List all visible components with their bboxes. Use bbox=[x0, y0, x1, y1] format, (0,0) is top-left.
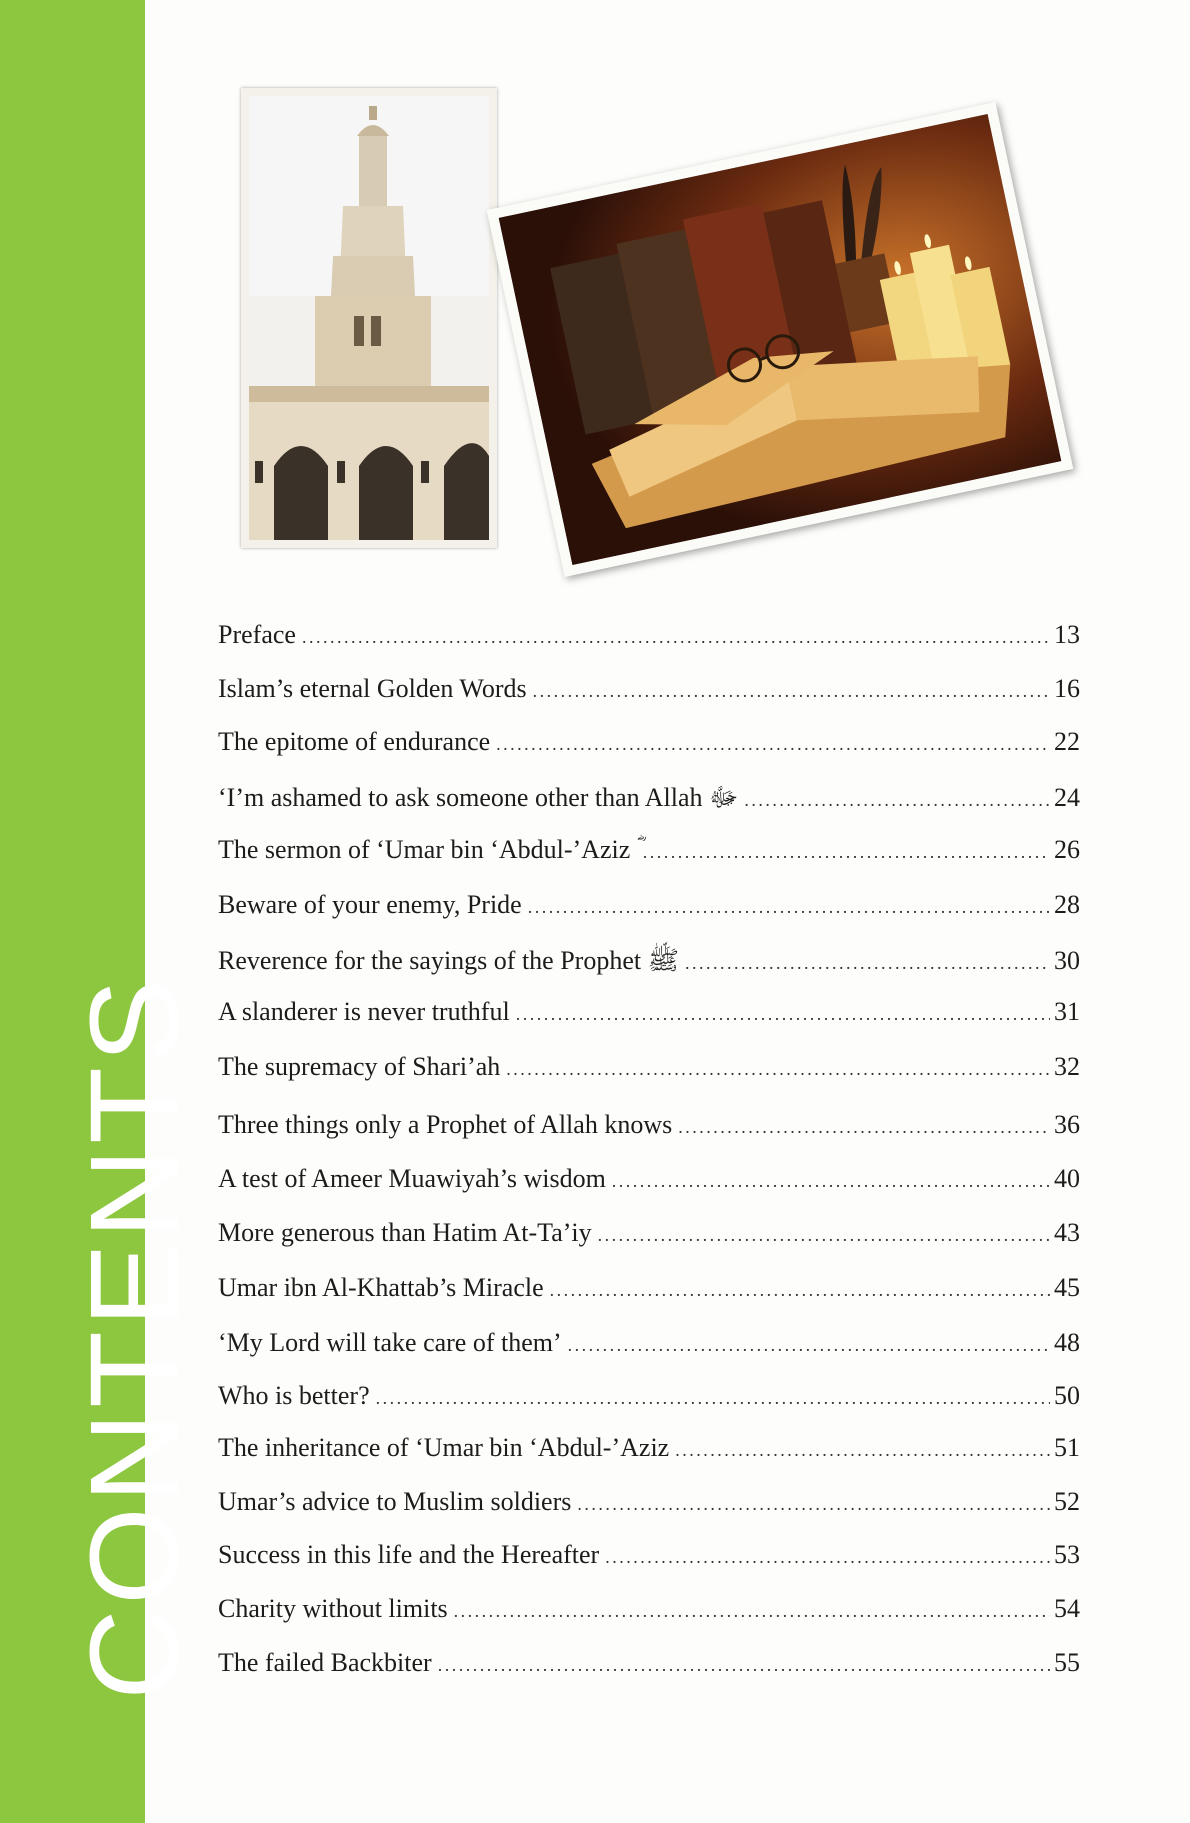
toc-entry-page-number: 36 bbox=[1054, 1110, 1080, 1139]
toc-entry-title: Beware of your enemy, Pride bbox=[218, 890, 522, 919]
toc-entry-title: Reverence for the sayings of the Prophet ﷺ bbox=[218, 946, 680, 975]
toc-entry-title: Islam’s eternal Golden Words bbox=[218, 674, 527, 703]
toc-entry-title: Preface bbox=[218, 620, 296, 649]
toc-entry bbox=[218, 835, 1080, 869]
dot-leader bbox=[438, 1655, 1050, 1676]
toc-entry-page-number: 54 bbox=[1054, 1594, 1080, 1623]
toc-entry-title: The epitome of endurance bbox=[218, 727, 491, 756]
toc-entry-page-number: 31 bbox=[1054, 997, 1080, 1026]
dot-leader bbox=[496, 734, 1050, 755]
dot-leader bbox=[744, 790, 1050, 811]
toc-entry-title: The inheritance of ‘Umar bin ‘Abdul-’Aziz bbox=[218, 1433, 670, 1462]
toc-entry-page-number: 43 bbox=[1054, 1218, 1080, 1247]
dot-leader bbox=[302, 627, 1050, 648]
books-candles-image bbox=[499, 114, 1062, 565]
minaret-image bbox=[249, 96, 489, 540]
books-candles-photo bbox=[487, 102, 1074, 577]
toc-entry-title: Charity without limits bbox=[218, 1594, 448, 1623]
toc-entry-title: Umar’s advice to Muslim soldiers bbox=[218, 1487, 572, 1516]
toc-entry-page-number: 30 bbox=[1054, 946, 1080, 975]
toc-entry-title: ‘I’m ashamed to ask someone other than Allah ﷻ bbox=[218, 783, 739, 812]
dot-leader bbox=[506, 1059, 1050, 1080]
dot-leader bbox=[678, 1117, 1050, 1138]
dot-leader bbox=[598, 1225, 1050, 1246]
toc-entry bbox=[218, 1164, 1080, 1198]
dot-leader bbox=[528, 897, 1050, 918]
dot-leader bbox=[685, 953, 1050, 974]
dot-leader bbox=[612, 1171, 1050, 1192]
dot-leader bbox=[568, 1335, 1050, 1356]
dot-leader bbox=[643, 842, 1050, 863]
toc-entry bbox=[218, 1052, 1080, 1086]
toc-entry-title: Success in this life and the Hereafter bbox=[218, 1540, 600, 1569]
toc-entry bbox=[218, 1648, 1080, 1682]
toc-entry bbox=[218, 890, 1080, 924]
toc-entry-page-number: 32 bbox=[1054, 1052, 1080, 1081]
dot-leader bbox=[577, 1494, 1050, 1515]
dot-leader bbox=[516, 1004, 1050, 1025]
toc-entry-page-number: 51 bbox=[1054, 1433, 1080, 1462]
toc-entry-page-number: 13 bbox=[1054, 620, 1080, 649]
dot-leader bbox=[454, 1601, 1050, 1622]
toc-entry-title: The supremacy of Shari’ah bbox=[218, 1052, 501, 1081]
toc-entry-page-number: 26 bbox=[1054, 835, 1080, 864]
toc-entry-title: The failed Backbiter bbox=[218, 1648, 432, 1677]
toc-entry-page-number: 52 bbox=[1054, 1487, 1080, 1516]
dot-leader bbox=[605, 1547, 1050, 1568]
toc-entry bbox=[218, 1218, 1080, 1252]
dot-leader bbox=[533, 681, 1050, 702]
toc-entry-page-number: 48 bbox=[1054, 1328, 1080, 1357]
toc-entry-page-number: 16 bbox=[1054, 674, 1080, 703]
toc-entry bbox=[218, 997, 1080, 1031]
toc-entry-title: A slanderer is never truthful bbox=[218, 997, 510, 1026]
toc-entry bbox=[218, 1540, 1080, 1574]
toc-entry-page-number: 22 bbox=[1054, 727, 1080, 756]
toc-entry bbox=[218, 727, 1080, 761]
toc-entry bbox=[218, 620, 1080, 654]
toc-entry-title: Who is better? bbox=[218, 1381, 370, 1410]
toc-entry-page-number: 50 bbox=[1054, 1381, 1080, 1410]
toc-entry-page-number: 55 bbox=[1054, 1648, 1080, 1677]
toc-entry bbox=[218, 1594, 1080, 1628]
toc-entry-page-number: 24 bbox=[1054, 783, 1080, 812]
contents-heading: CONTENTS bbox=[64, 975, 205, 1700]
dot-leader bbox=[376, 1388, 1050, 1409]
toc-entry-title: A test of Ameer Muawiyah’s wisdom bbox=[218, 1164, 606, 1193]
toc-entry-title: Umar ibn Al-Khattab’s Miracle bbox=[218, 1273, 544, 1302]
toc-entry-page-number: 53 bbox=[1054, 1540, 1080, 1569]
toc-entry-page-number: 28 bbox=[1054, 890, 1080, 919]
toc-entry bbox=[218, 1110, 1080, 1144]
toc-entry-title: More generous than Hatim At-Ta’iy bbox=[218, 1218, 592, 1247]
minaret-photo bbox=[241, 88, 497, 548]
toc-entry-page-number: 45 bbox=[1054, 1273, 1080, 1302]
toc-entry-title: ‘My Lord will take care of them’ bbox=[218, 1328, 562, 1357]
toc-entry bbox=[218, 1328, 1080, 1362]
toc-entry bbox=[218, 674, 1080, 708]
dot-leader bbox=[550, 1280, 1050, 1301]
toc-entry bbox=[218, 1487, 1080, 1521]
dot-leader bbox=[675, 1440, 1050, 1461]
green-sidebar bbox=[0, 0, 205, 1823]
toc-entry bbox=[218, 1381, 1080, 1415]
toc-entry bbox=[218, 944, 1080, 978]
toc-entry bbox=[218, 1273, 1080, 1307]
toc-entry-title: The sermon of ‘Umar bin ‘Abdul-’Aziz ؓ bbox=[218, 835, 637, 864]
toc-entry bbox=[218, 781, 1080, 815]
toc-entry bbox=[218, 1433, 1080, 1467]
toc-entry-page-number: 40 bbox=[1054, 1164, 1080, 1193]
toc-entry-title: Three things only a Prophet of Allah knows bbox=[218, 1110, 673, 1139]
